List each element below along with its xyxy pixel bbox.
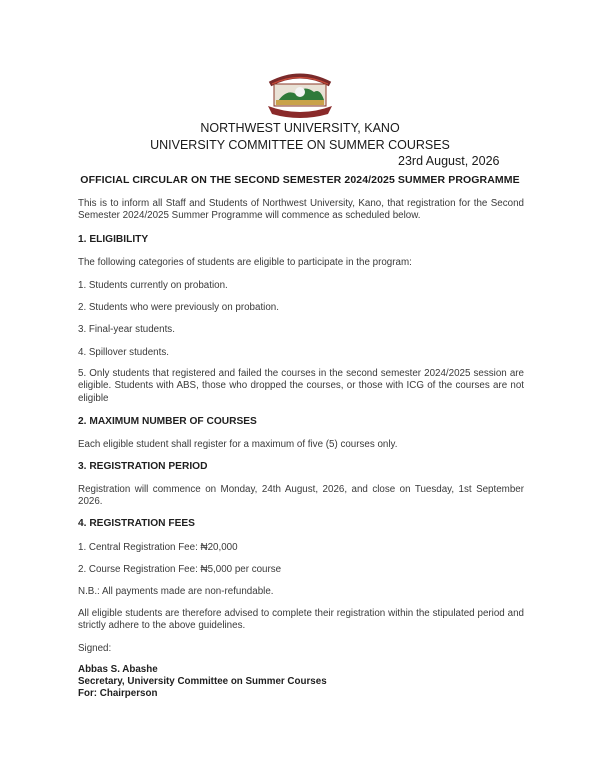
closing-paragraph: All eligible students are therefore advised to complete their registration within the stipulated period and strictly adhere to the above guidelines. bbox=[78, 608, 524, 632]
signatory-for-line: For: Chairperson bbox=[78, 688, 158, 698]
committee-name: UNIVERSITY COMMITTEE ON SUMMER COURSES bbox=[150, 138, 450, 152]
fee-course: 2. Course Registration Fee: ₦5,000 per course bbox=[78, 564, 282, 575]
circular-date: 23rd August, 2026 bbox=[398, 154, 500, 168]
university-crest-icon bbox=[262, 70, 338, 118]
circular-title: OFFICIAL CIRCULAR ON THE SECOND SEMESTER 2024/2025 SUMMER PROGRAMME bbox=[80, 174, 520, 186]
eligibility-item: 2. Students who were previously on probation. bbox=[78, 302, 279, 313]
eligibility-item: 3. Final-year students. bbox=[78, 324, 175, 335]
section-heading-max-courses: 2. MAXIMUM NUMBER OF COURSES bbox=[78, 416, 257, 427]
signed-label: Signed: bbox=[78, 643, 112, 654]
fee-central: 1. Central Registration Fee: ₦20,000 bbox=[78, 542, 238, 553]
university-name: NORTHWEST UNIVERSITY, KANO bbox=[200, 121, 400, 135]
max-courses-text: Each eligible student shall register for a maximum of five (5) courses only. bbox=[78, 439, 398, 450]
section-heading-registration-period: 3. REGISTRATION PERIOD bbox=[78, 461, 208, 472]
section-heading-registration-fees: 4. REGISTRATION FEES bbox=[78, 518, 195, 529]
section-heading-eligibility: 1. ELIGIBILITY bbox=[78, 234, 149, 245]
eligibility-item: 4. Spillover students. bbox=[78, 347, 169, 358]
registration-period-text: Registration will commence on Monday, 24th August, 2026, and close on Tuesday, 1st September 2026. bbox=[78, 484, 524, 508]
intro-paragraph: This is to inform all Staff and Students of Northwest University, Kano, that registration for the Second Semester 2024/2025 Summer Programme will commence as scheduled below. bbox=[78, 198, 524, 222]
eligibility-lead: The following categories of students are eligible to participate in the program: bbox=[78, 257, 412, 268]
fees-note: N.B.: All payments made are non-refundable. bbox=[78, 586, 274, 597]
signatory-name: Abbas S. Abashe bbox=[78, 664, 158, 675]
eligibility-item: 5. Only students that registered and failed the courses in the second semester 2024/2025 session are eligible. Students with ABS, those who dropped the courses, or those with ICG of the courses are not eligible bbox=[78, 368, 524, 404]
eligibility-item: 1. Students currently on probation. bbox=[78, 280, 228, 291]
signatory-role: Secretary, University Committee on Summer Courses bbox=[78, 676, 327, 687]
